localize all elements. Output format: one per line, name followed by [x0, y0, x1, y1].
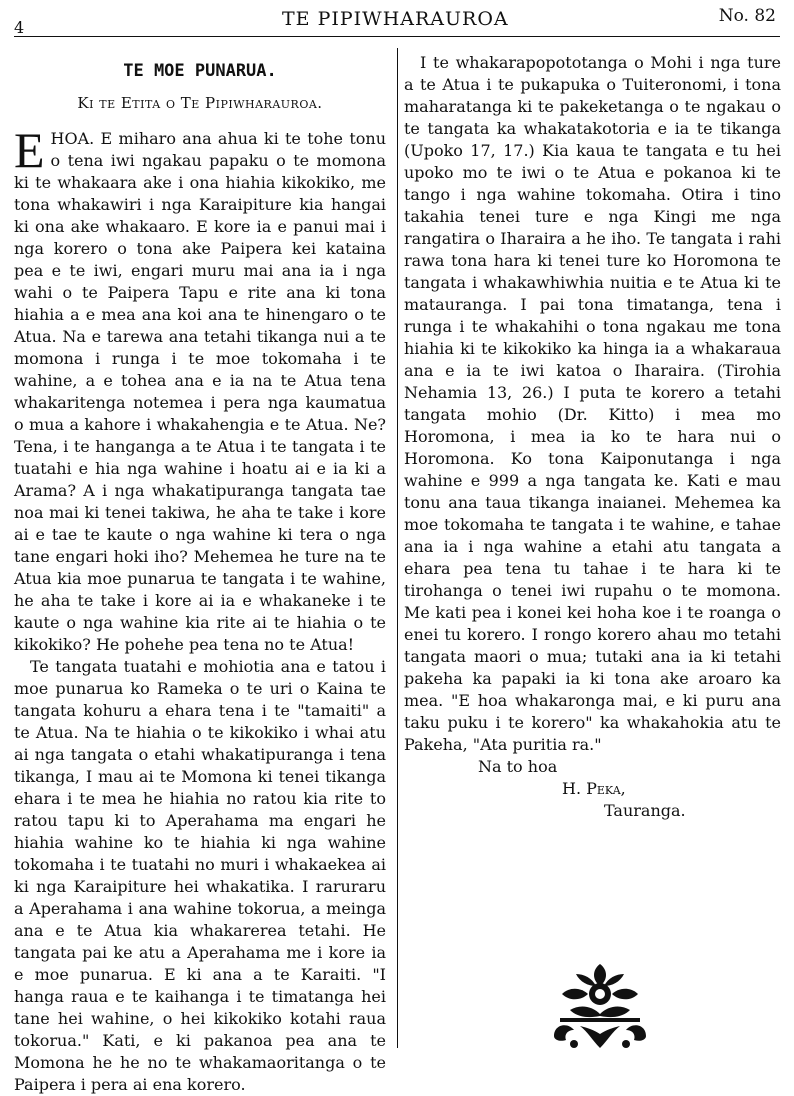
signature-name: H. Peka,: [562, 779, 626, 798]
paragraph-3: I te whakarapopototanga o Mohi i nga ture a te Atua i te pukapuka o Tuiteronomi, i tona maharatanga ki te pakeketanga o te ngakau o te tangata ka whakatakotoria e ia te tikanga (Upoko 17, 17.) Kia kaua te tangata e tu hei upoko mo te iwi o te Atua e pokanoa ki te tango i nga wahine tokomaha. Otira i tino takahia tenei ture e nga Kingi me nga rangatira o Iharaira a he iho. Te tangata i rahi rawa tona hara ki tenei ture ko Horomona te tangata i whakawhiwhia nuitia e te Atua ki te matauranga. I pai tona timatanga, tena i runga i te whakahihi o tona ngakau me tona hiahia ki te kikokiko ka hinga ia a whakaraua ana e ia te iwi katoa o Iharaira. (Tirohia Nehamia 13, 26.) I puta te korero a tetahi tangata mohio (Dr. Kitto) i mea mo Horomona, i mea ia ko te hara nui o Horomona. Ko tona Kaiponutanga i nga wahine e 999 a nga tangata ke. Kati e mau tonu ana taua tikanga inaianei. Mehemea ka moe tokomaha te tangata i te wahine, e tahae ana ia i nga wahine a etahi atu tangata a ehara pea tena tu tahae i te hara ki te tirohanga o tenei iwi rupahu o te momona. Me kati pea i konei kei hoha koe i te roanga o enei tu korero. I rongo korero ahau mo tetahi tangata maori o mua; tutaki ana ia ki tetahi pakeha ka papaki ia ki tona ake aroaro ka mea. "E hoa whakaronga mai, e ki puru ana taku puku i te korero" ka whakahokia atu te Pakeha, "Ata puritia ra.": [404, 53, 781, 754]
paragraph-2: Te tangata tuatahi e mohiotia ana e tatou i moe punarua ko Rameka o te uri o Kaina te tangata kohuru a ehara tena i te "tamaiti" a te Atua. Na te hiahia o te kikokiko i whai atu ai nga tangata o etahi whakatipuranga i tena tikanga, I mau ai te Momona ki tenei tikanga ehara i te mea he hiahia no ratou kia rite to ratou tapu ki to Aperahama ma engari he hiahia wahine ko te hiahia ki nga wahine tokomaha i te tuatahi no muri i whakaekea ai ki nga Karaipiture hei whakatika. I raruraru a Aperahama i ana wahine tokorua, a meinga ana e te Atua kia whakarerea tetahi. He tangata pai ke atu a Aperahama me i kore ia e moe punarua. E ki ana a te Karaiti. "I hanga raua e te kaihanga i te timatanga hei tane hei wahine, o hei kikokiko kotahi raua tokorua." Kati, e ki pakanoa pea ana te Momona he he no te whakamaoritanga o te Paipera i pera ai ena korero.: [14, 657, 386, 1094]
addressee-text: Ki te Etita o Te Pipiwharauroa.: [77, 94, 323, 112]
page-number: 4: [14, 18, 25, 37]
right-column: [404, 52, 781, 822]
floral-ornament-icon: [540, 960, 660, 1052]
issue-number: No. 82: [718, 6, 776, 26]
opening-word: HOA.: [50, 129, 95, 148]
left-column: [14, 52, 386, 1096]
article-title: TE MOE PUNARUA.: [123, 61, 277, 81]
header-rule: [14, 36, 780, 37]
closing-salutation: Na to hoa: [478, 757, 558, 776]
signature-place: Tauranga.: [604, 801, 686, 820]
addressee-line: [14, 92, 386, 114]
column-rule: [397, 48, 398, 1048]
running-title: TE PIPIWHARAUROA: [282, 8, 509, 30]
paragraph-1: [14, 122, 386, 656]
paragraph-1-text: E miharo ana ahua ki te tohe tonu o tena iwi ngakau papaku o te momona ki te whakaara ake i ona hiahia kikokiko, me tona whakawiri i nga Karaipiture kia hangai ki ona ake whakaaro. E kore ia e panui mai i nga korero o tona ake Paipera kei kataina pea e te iwi, engari muru mai ana ia i nga wahi o te Paipera Tapu e rite ana ki tona hiahia a e mea ana koi ana te hinengaro o te Atua. Na e tarewa ana tetahi tikanga nui a te momona i runga i te moe tokomaha i te wahine, a e tohea ana e ia na te Atua tena whakaritenga notemea i pera nga kaumatua o mua a kahore i whakahengia e te Atua. Ne? Tena, i te hanganga a te Atua i te tangata i te tuatahi e hia nga wahine i hoatu ai e ia ki a Arama? A i nga whakatipuranga tangata tae noa mai ki tenei takiwa, he aha te take i kore ai e tae te kaute o nga wahine ki tera o nga tane engari hoki iho? Mehemea he ture na te Atua kia moe punarua te tangata i te wahine, he aha te take i kore ai ia e whakaneke i te kaute o nga wahine kia rite ai te hiahia o te kikokiko? He pohehe pea tena no te Atua!: [14, 129, 386, 654]
drop-cap: E: [14, 122, 45, 178]
